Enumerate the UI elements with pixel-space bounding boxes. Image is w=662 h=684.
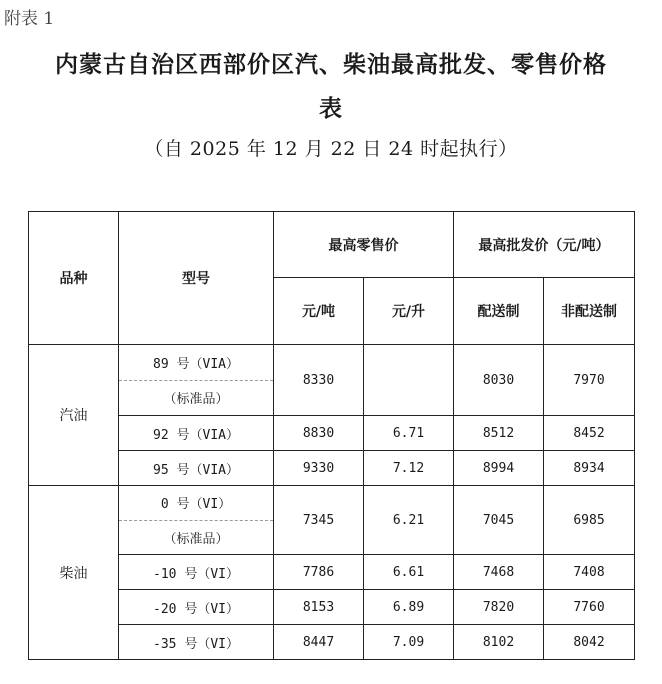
wholesale-non-delivered: 7760	[544, 590, 635, 625]
price-per-ton: 9330	[274, 451, 364, 486]
price-per-liter	[364, 345, 454, 416]
model-name: 95 号（VIA）	[119, 451, 274, 486]
header-delivered: 配送制	[454, 278, 544, 345]
header-max-wholesale: 最高批发价（元/吨）	[454, 212, 635, 278]
price-per-ton: 8153	[274, 590, 364, 625]
model-name: 92 号（VIA）	[119, 416, 274, 451]
model-note: （标准品）	[163, 392, 229, 408]
wholesale-non-delivered: 8934	[544, 451, 635, 486]
wholesale-delivered: 8512	[454, 416, 544, 451]
price-table	[28, 211, 635, 660]
effective-date-subtitle: （自 2025 年 12 月 22 日 24 时起执行）	[144, 138, 518, 160]
model-name: -10 号（VI）	[119, 555, 274, 590]
model-cell	[119, 486, 274, 555]
price-per-ton: 7345	[274, 486, 364, 555]
table-row	[29, 451, 635, 486]
wholesale-delivered: 7820	[454, 590, 544, 625]
wholesale-non-delivered: 6985	[544, 486, 635, 555]
price-per-ton: 8330	[274, 345, 364, 416]
wholesale-delivered: 7468	[454, 555, 544, 590]
wholesale-non-delivered: 8042	[544, 625, 635, 660]
price-per-liter: 6.89	[364, 590, 454, 625]
header-non-delivered: 非配送制	[544, 278, 635, 345]
wholesale-delivered: 7045	[454, 486, 544, 555]
model-name: 0 号（VI）	[119, 486, 273, 521]
model-name: 89 号（VIA）	[119, 345, 273, 381]
table-row	[29, 590, 635, 625]
wholesale-delivered: 8030	[454, 345, 544, 416]
price-per-liter: 6.21	[364, 486, 454, 555]
model-note: （标准品）	[163, 531, 229, 547]
table-row	[29, 486, 635, 555]
wholesale-delivered: 8102	[454, 625, 544, 660]
header-max-retail: 最高零售价	[274, 212, 454, 278]
header-model: 型号	[119, 212, 274, 345]
wholesale-non-delivered: 7408	[544, 555, 635, 590]
page-title-line-2: 表	[319, 96, 343, 122]
table-row	[29, 416, 635, 451]
price-per-ton: 8830	[274, 416, 364, 451]
price-per-liter: 6.71	[364, 416, 454, 451]
table-row	[29, 625, 635, 660]
model-cell	[119, 345, 274, 416]
price-per-liter: 7.09	[364, 625, 454, 660]
wholesale-delivered: 8994	[454, 451, 544, 486]
table-row	[29, 555, 635, 590]
model-name: -35 号（VI）	[119, 625, 274, 660]
price-per-liter: 7.12	[364, 451, 454, 486]
header-yuan-per-ton: 元/吨	[274, 278, 364, 345]
price-per-ton: 7786	[274, 555, 364, 590]
price-per-liter: 6.61	[364, 555, 454, 590]
header-variety: 品种	[29, 212, 119, 345]
attachment-label: 附表 1	[4, 9, 55, 29]
header-yuan-per-liter: 元/升	[364, 278, 454, 345]
price-per-ton: 8447	[274, 625, 364, 660]
table-row	[29, 345, 635, 416]
category-gasoline: 汽油	[29, 345, 119, 486]
wholesale-non-delivered: 8452	[544, 416, 635, 451]
category-diesel: 柴油	[29, 486, 119, 660]
model-name: -20 号（VI）	[119, 590, 274, 625]
page-title-line-1: 内蒙古自治区西部价区汽、柴油最高批发、零售价格	[55, 52, 607, 78]
wholesale-non-delivered: 7970	[544, 345, 635, 416]
